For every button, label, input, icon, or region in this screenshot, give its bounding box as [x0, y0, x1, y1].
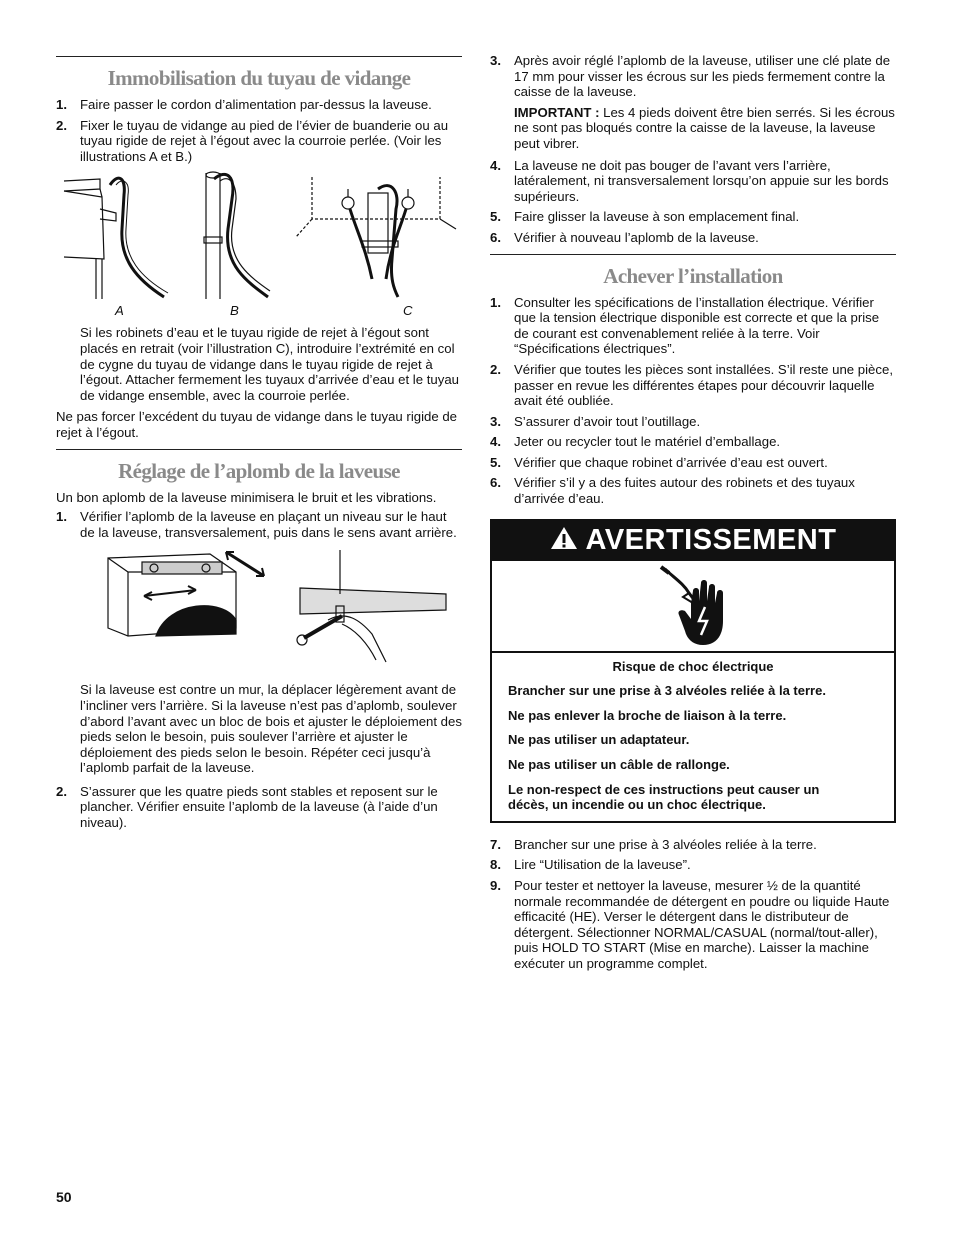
warning-box	[490, 519, 896, 823]
warning-title: AVERTISSEMENT	[585, 523, 837, 556]
important-label: IMPORTANT :	[514, 104, 600, 120]
drain-hose-figure	[56, 169, 462, 301]
section-title-finish: Achever l’installation	[603, 263, 783, 288]
list-item: 4. La laveuse ne doit pas bouger de l’avant vers l’arrière, latéralement, ni transversalement lorsqu’on appuie sur les bords supérieurs.	[490, 157, 889, 204]
list-item: 2. Vérifier que toutes les pièces sont installées. S’il reste une pièce, passer en revue les différentes étapes pour découvrir laquelle avait été oubliée.	[490, 361, 893, 409]
warning-body	[492, 653, 894, 821]
leveling-illustration	[56, 550, 462, 682]
list-item: 5. Vérifier que chaque robinet d’arrivée d’eau est ouvert.	[490, 454, 828, 470]
warning-line: Brancher sur une prise à 3 alvéoles reliée à la terre.	[508, 683, 826, 699]
paragraph: Si la laveuse est contre un mur, la déplacer légèrement avant de l’incliner vers l’arrière. Si la laveuse n’est pas d’aplomb, soulever d’abord l’avant avec un bloc de bois et ajuster le déploiement des pieds selon le besoin, puis soulever l’arrière et ajuster le déploiement des pieds selon le besoin. Répéter ceci jusqu’à l’aplomb parfait de la laveuse.	[80, 682, 462, 776]
drain-hose-illustrations	[56, 169, 462, 319]
electric-shock-icon	[492, 561, 894, 653]
paragraph: Ne pas forcer l’excédent du tuyau de vidange dans le tuyau rigide de rejet à l’égout.	[56, 409, 458, 440]
figure-label-c: C	[403, 303, 413, 319]
warning-triangle-icon	[550, 522, 578, 560]
left-column	[56, 56, 462, 836]
section-title-drain-hose: Immobilisation du tuyau de vidange	[107, 66, 411, 90]
paragraph: Un bon aplomb de la laveuse minimisera le bruit et les vibrations.	[56, 489, 437, 505]
list-item: 2. S’assurer que les quatre pieds sont stables et reposent sur le plancher. Vérifier ensuite l’aplomb de la laveuse (à l’aide d’un niveau).	[56, 783, 438, 831]
right-column	[490, 53, 896, 977]
list-item: 6. Vérifier s’il y a des fuites autour des robinets et des tuyaux d’arrivée d’eau.	[490, 475, 855, 507]
list-item: 6. Vérifier à nouveau l’aplomb de la laveuse.	[490, 229, 759, 245]
section-divider	[56, 56, 462, 57]
section-title-leveling: Réglage de l’aplomb de la laveuse	[118, 458, 400, 483]
list-item: 3. S’assurer d’avoir tout l’outillage.	[490, 413, 701, 429]
list-item: 1. Faire passer le cordon d’alimentation par-dessus la laveuse.	[56, 97, 432, 112]
list-item: 3. Après avoir réglé l’aplomb de la laveuse, utiliser une clé plate de 17 mm pour visser les écrous sur les pieds fermement contre la caisse de la laveuse.	[490, 53, 891, 100]
important-note: IMPORTANT : Les 4 pieds doivent être bien serrés. Si les écrous ne sont pas bloqués contre la caisse de la laveuse, la laveuse peut vibrer.	[514, 104, 895, 151]
list-item: 7. Brancher sur une prise à 3 alvéoles reliée à la terre.	[490, 836, 817, 852]
warning-header	[492, 521, 894, 561]
page-number: 50	[56, 1189, 72, 1205]
figure-label-a: A	[115, 303, 124, 319]
section-divider	[56, 449, 462, 450]
warning-line: Risque de choc électrique	[612, 658, 774, 674]
list-item: 2. Fixer le tuyau de vidange au pied de l’évier de buanderie ou au tuyau rigide de rejet à l’égout avec la courroie perlée. (Voir les illustrations A et B.)	[56, 117, 449, 164]
list-item: 9. Pour tester et nettoyer la laveuse, mesurer ½ de la quantité normale recommandée de détergent en poudre ou liquide Haute efficacité (HE). Verser le détergent dans le distributeur de détergent. Sélectionner NORMAL/CASUAL (normal/tout-aller), puis HOLD TO START (Mise en marche). Laisser la machine exécuter un programme complet.	[490, 878, 890, 971]
list-item: 5. Faire glisser la laveuse à son emplacement final.	[490, 209, 800, 225]
list-item: 1. Vérifier l’aplomb de la laveuse en plaçant un niveau sur le haut de la laveuse, transversalement, puis dans le sens avant arrière.	[56, 509, 457, 540]
leveling-figure	[56, 550, 462, 678]
list-item: 8. Lire “Utilisation de la laveuse”.	[490, 857, 691, 873]
list-item: 1. Consulter les spécifications de l’installation électrique. Vérifier que la tension électrique disponible est correcte et que la prise de courant est convenablement reliée à la terre. Voir “Spécifications électriques”.	[490, 294, 880, 357]
warning-line: Ne pas enlever la broche de liaison à la terre.	[508, 707, 787, 723]
list-item: 4. Jeter ou recycler tout le matériel d’emballage.	[490, 434, 781, 450]
figure-label-b: B	[230, 303, 239, 319]
warning-line: Le non-respect de ces instructions peut causer un décès, un incendie ou un choc électrique.	[508, 781, 820, 813]
section-divider	[490, 254, 896, 255]
warning-line: Ne pas utiliser un câble de rallonge.	[508, 757, 730, 773]
warning-line: Ne pas utiliser un adaptateur.	[508, 732, 690, 748]
paragraph: Si les robinets d’eau et le tuyau rigide de rejet à l’égout sont placés en retrait (voir l’illustration C), introduire l’extrémité en col de cygne du tuyau de vidange dans le tuyau rigide de rejet à l’égout. Attacher fermement les tuyaux d’arrivée d’eau et le tuyau de vidange ensemble, avec la courroie perlée.	[80, 325, 459, 403]
